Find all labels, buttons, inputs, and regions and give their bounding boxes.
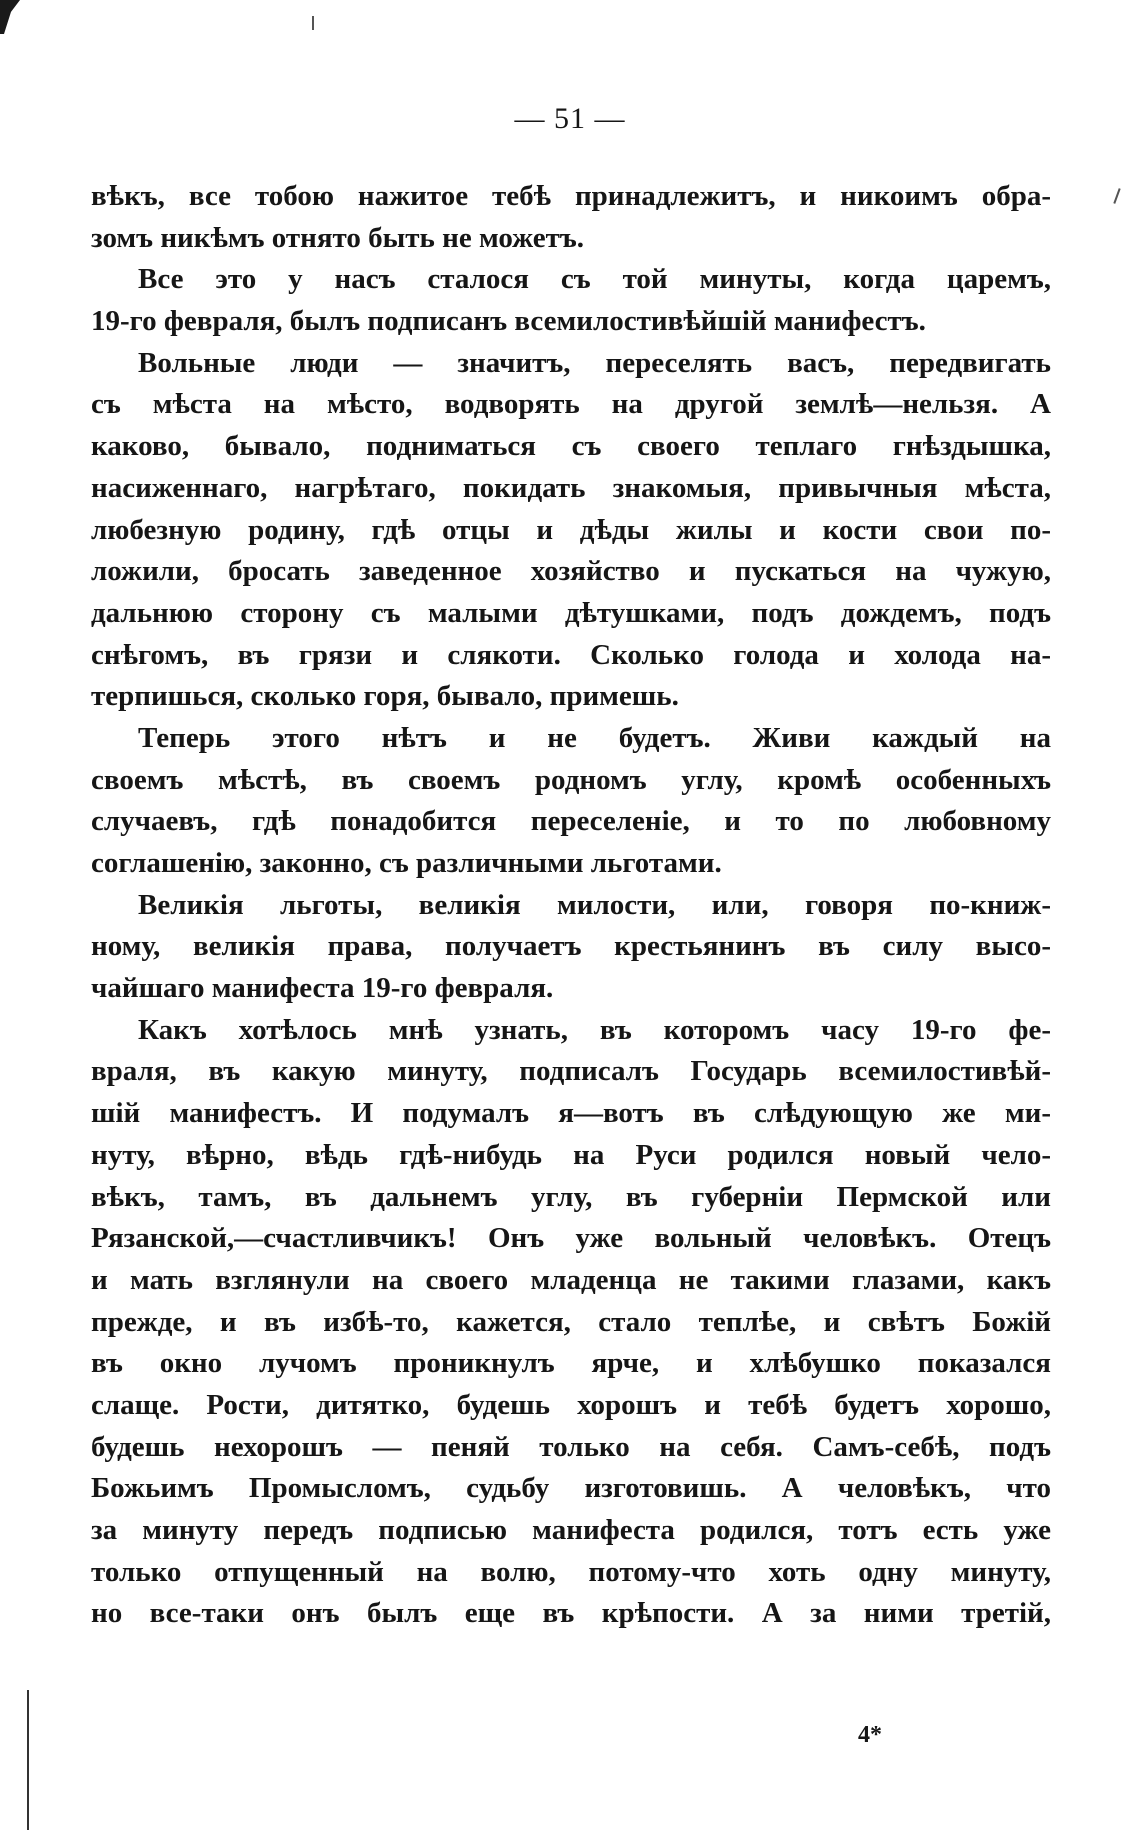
- text-line: враля, въ какую минуту, подписалъ Государь всемилостивѣй-: [91, 1055, 1051, 1088]
- text-line: за минуту передъ подписью манифеста родился, тотъ есть уже: [91, 1514, 1051, 1546]
- text-line: нуту, вѣрно, вѣдь гдѣ-нибудь на Руси родился новый чело-: [91, 1138, 1051, 1171]
- text-line: чайшаго манифеста 19-го февраля.: [91, 972, 554, 1005]
- text-line: каково, бывало, подниматься съ своего теплаго гнѣздышка,: [91, 430, 1051, 463]
- text-line: дальнюю сторону съ малыми дѣтушками, подъ дождемъ, подъ: [91, 596, 1051, 629]
- text-line: и мать взглянули на своего младенца не такими глазами, какъ: [91, 1263, 1051, 1296]
- text-line: снѣгомъ, въ грязи и слякоти. Сколько голода и холода на-: [91, 638, 1051, 671]
- text-line: съ мѣста на мѣсто, водворять на другой землѣ—нельзя. А: [91, 388, 1051, 421]
- text-line: только отпущенный на волю, потому-что хоть одну минуту,: [91, 1555, 1051, 1588]
- printer-signature-mark: 4*: [858, 1722, 882, 1748]
- text-line: любезную родину, гдѣ отцы и дѣды жилы и кости свои по-: [91, 513, 1051, 546]
- paragraph-first-line: Теперь этого нѣтъ и не будетъ. Живи каждый на: [138, 721, 1051, 754]
- paragraph-first-line: Какъ хотѣлось мнѣ узнать, въ которомъ часу 19-го фе-: [138, 1013, 1051, 1046]
- text-line: вѣкъ, все тобою нажитое тебѣ принадлежитъ, и никоимъ обра-: [91, 180, 1051, 212]
- page-number: — 51 —: [514, 102, 626, 135]
- paragraph-first-line: Вольные люди — значитъ, переселять васъ, передвигать: [138, 346, 1051, 379]
- text-line: Рязанской,—счастливчикъ! Онъ уже вольный человѣкъ. Отецъ: [91, 1222, 1051, 1255]
- text-line: Божьимъ Промысломъ, судьбу изготовишь. А человѣкъ, что: [91, 1472, 1051, 1505]
- scan-speck: [1113, 188, 1120, 204]
- text-line: 19-го февраля, былъ подписанъ всемилостивѣйшій манифестъ.: [91, 305, 926, 338]
- scan-speck: [312, 16, 314, 30]
- text-line: будешь нехорошъ — пеняй только на себя. Самъ-себѣ, подъ: [91, 1430, 1051, 1463]
- scan-edge-mark: [0, 0, 20, 34]
- text-line: своемъ мѣстѣ, въ своемъ родномъ углу, кромѣ особенныхъ: [91, 763, 1051, 796]
- text-line: соглашенію, законно, съ различными льготами.: [91, 847, 722, 879]
- text-line: насиженнаго, нагрѣтаго, покидать знакомыя, привычныя мѣста,: [91, 471, 1051, 504]
- paragraph-first-line: Все это у насъ сталося съ той минуты, когда царемъ,: [138, 263, 1051, 296]
- text-line: случаевъ, гдѣ понадобится переселеніе, и то по любовному: [91, 805, 1051, 838]
- text-line: прежде, и въ избѣ-то, кажется, стало теплѣе, и свѣтъ Божій: [91, 1305, 1051, 1338]
- text-line: ложили, бросать заведенное хозяйство и пускаться на чужую,: [91, 555, 1051, 588]
- text-line: слаще. Рости, дитятко, будешь хорошъ и тебѣ будетъ хорошо,: [91, 1388, 1051, 1421]
- paragraph-first-line: Великія льготы, великія милости, или, говоря по-книж-: [138, 888, 1051, 921]
- page-body-text: [91, 176, 1051, 1635]
- text-line: зомъ никѣмъ отнято быть не можетъ.: [91, 221, 585, 254]
- text-line: терпишься, сколько горя, бывало, примешь.: [91, 680, 679, 713]
- text-line: въ окно лучомъ проникнулъ ярче, и хлѣбушко показался: [91, 1347, 1051, 1380]
- scan-edge-line: [27, 1690, 29, 1830]
- text-line: но все-таки онъ былъ еще въ крѣпости. А за ними третій,: [91, 1597, 1051, 1630]
- text-line: вѣкъ, тамъ, въ дальнемъ углу, въ губерніи Пермской или: [91, 1180, 1051, 1213]
- text-line: ному, великія права, получаетъ крестьянинъ въ силу высо-: [91, 930, 1051, 963]
- text-line: шій манифестъ. И подумалъ я—вотъ въ слѣдующую же ми-: [91, 1097, 1051, 1130]
